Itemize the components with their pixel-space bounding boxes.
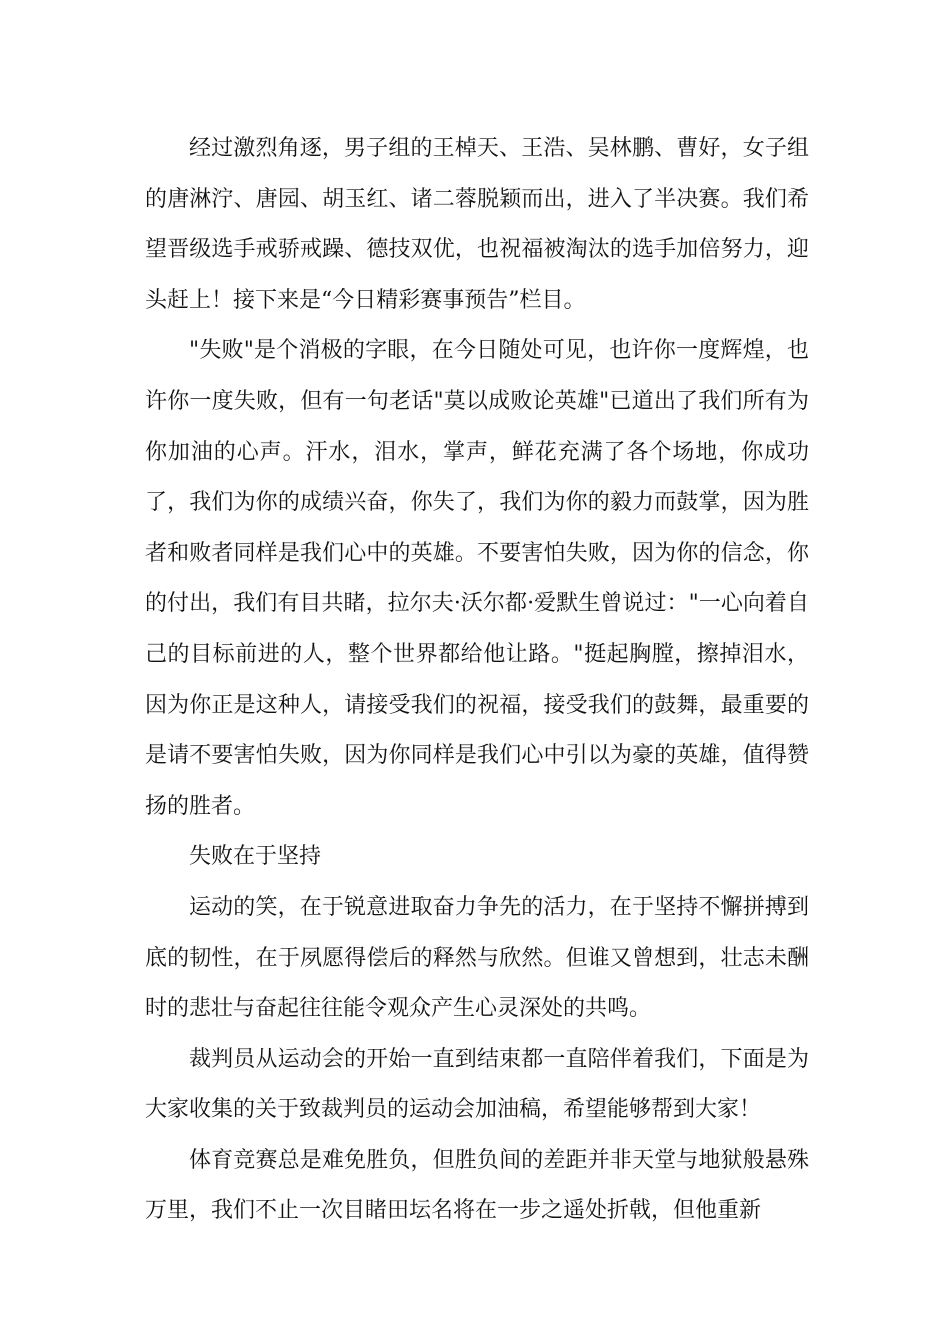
paragraph-semifinal-announcement: 经过激烈角逐，男子组的王棹天、王浩、吴林鹏、曹好，女子组的唐淋泞、唐园、胡玉红、诸二蓉脱颖而出，进入了半决赛。我们希望晋级选手戒骄戒躁、德技双优，也祝福被淘汰的选手加倍努力，迎头赶上！接下来是“今日精彩赛事预告”栏目。 <box>145 136 809 313</box>
section-heading: 失败在于坚持 <box>189 844 322 870</box>
document-page <box>145 124 809 1237</box>
paragraph-competition: 体育竞赛总是难免胜负，但胜负间的差距并非天堂与地狱般悬殊万里，我们不止一次目睹田坛名将在一步之遥处折戟，但他重新 <box>145 1147 809 1224</box>
paragraph-failure-encouragement: "失败"是个消极的字眼，在今日随处可见，也许你一度辉煌，也许你一度失败，但有一句老话"莫以成败论英雄"已道出了我们所有为你加油的心声。汗水，泪水，掌声，鲜花充满了各个场地，你成功了，我们为你的成绩兴奋，你失了，我们为你的毅力而鼓掌，因为胜者和败者同样是我们心中的英雄。不要害怕失败，因为你的信念，你的付出，我们有目共睹，拉尔夫·沃尔都·爱默生曾说过："一心向着自己的目标前进的人，整个世界都给他让路。"挺起胸膛，擦掉泪水，因为你正是这种人，请接受我们的祝福，接受我们的鼓舞，最重要的是请不要害怕失败，因为你同样是我们心中引以为豪的英雄，值得赞扬的胜者。 <box>145 338 809 819</box>
paragraph-referee-intro: 裁判员从运动会的开始一直到结束都一直陪伴着我们，下面是为大家收集的关于致裁判员的运动会加油稿，希望能够帮到大家！ <box>145 1046 809 1123</box>
paragraph-sports-smile: 运动的笑，在于锐意进取奋力争先的活力，在于坚持不懈拼搏到底的韧性，在于夙愿得偿后的释然与欣然。但谁又曾想到，壮志未酬时的悲壮与奋起往往能令观众产生心灵深处的共鸣。 <box>145 894 809 1022</box>
